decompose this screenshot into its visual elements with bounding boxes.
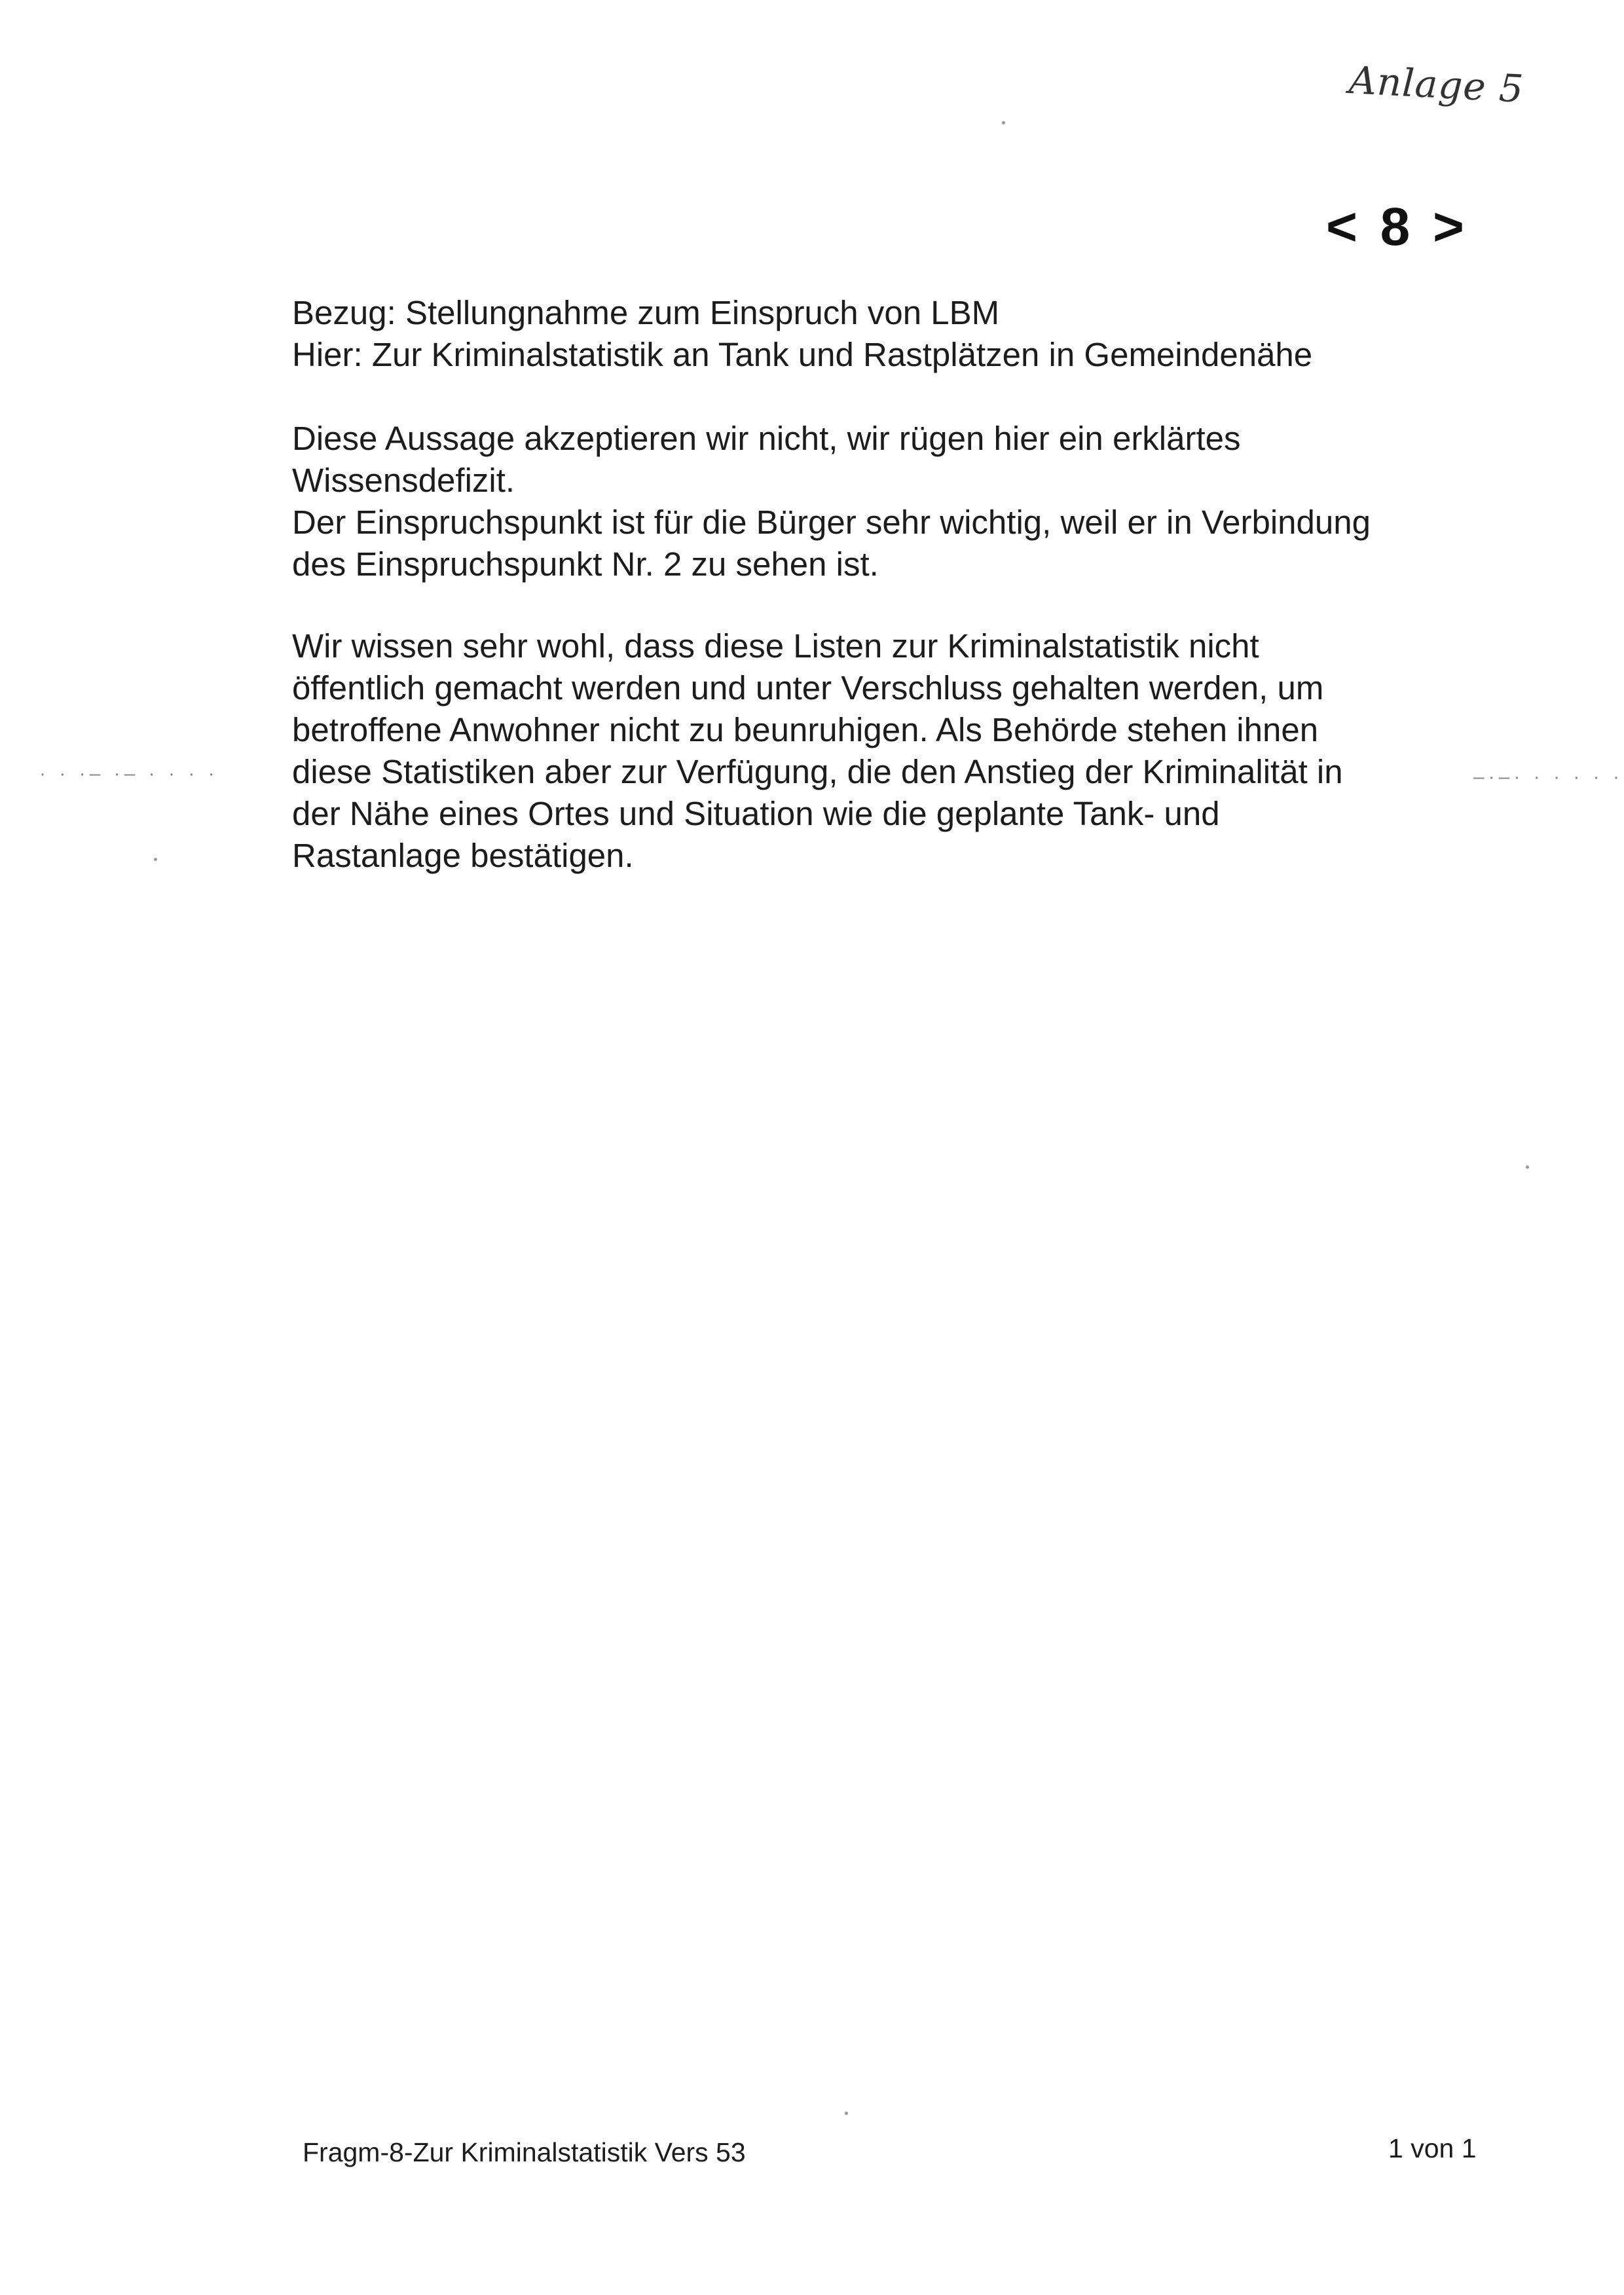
- scan-dust: [154, 858, 157, 861]
- paragraph-line: Wir wissen sehr wohl, dass diese Listen zur Kriminalstatistik nicht: [292, 627, 1259, 665]
- paragraph-line: diese Statistiken aber zur Verfügung, die den Anstieg der Kriminalität in: [292, 753, 1343, 790]
- paragraph-line: der Nähe eines Ortes und Situation wie die geplante Tank- und: [292, 795, 1220, 832]
- reference-block: [292, 292, 1490, 376]
- paragraph-line: öffentlich gemacht werden und unter Verschluss gehalten werden, um: [292, 669, 1324, 707]
- page-marker: < 8 >: [1326, 197, 1468, 257]
- scan-dust: [1526, 1166, 1529, 1169]
- paragraph-line: Rastanlage bestätigen.: [292, 837, 634, 874]
- paragraph-line: Wissensdefizit.: [292, 462, 515, 499]
- reference-topic: Hier: Zur Kriminalstatistik an Tank und Rastplätzen in Gemeindenähe: [292, 336, 1313, 373]
- reference-subject: Bezug: Stellungnahme zum Einspruch von LBM: [292, 294, 1000, 331]
- footer-document-name: Fragm-8-Zur Kriminalstatistik Vers 53: [303, 2137, 746, 2167]
- paragraph-line: des Einspruchspunkt Nr. 2 zu sehen ist.: [292, 545, 879, 583]
- scan-dust: [1002, 121, 1005, 124]
- paragraph-objection: [292, 418, 1490, 585]
- paragraph-line: Diese Aussage akzeptieren wir nicht, wir rügen hier ein erklärtes: [292, 420, 1241, 457]
- footer-page-count: 1 von 1: [1388, 2133, 1477, 2163]
- paragraph-statistics: [292, 625, 1490, 877]
- scan-artifact-right: –·–· · · · · ·: [1473, 766, 1623, 788]
- paragraph-line: betroffene Anwohner nicht zu beunruhigen. Als Behörde stehen ihnen: [292, 711, 1319, 748]
- handwritten-annotation: Anlage 5: [1348, 58, 1525, 111]
- scan-artifact-left: · · ·– ·– · · · ·: [39, 763, 219, 784]
- scan-dust: [845, 2112, 848, 2115]
- paragraph-line: Der Einspruchspunkt ist für die Bürger sehr wichtig, weil er in Verbindung: [292, 504, 1371, 541]
